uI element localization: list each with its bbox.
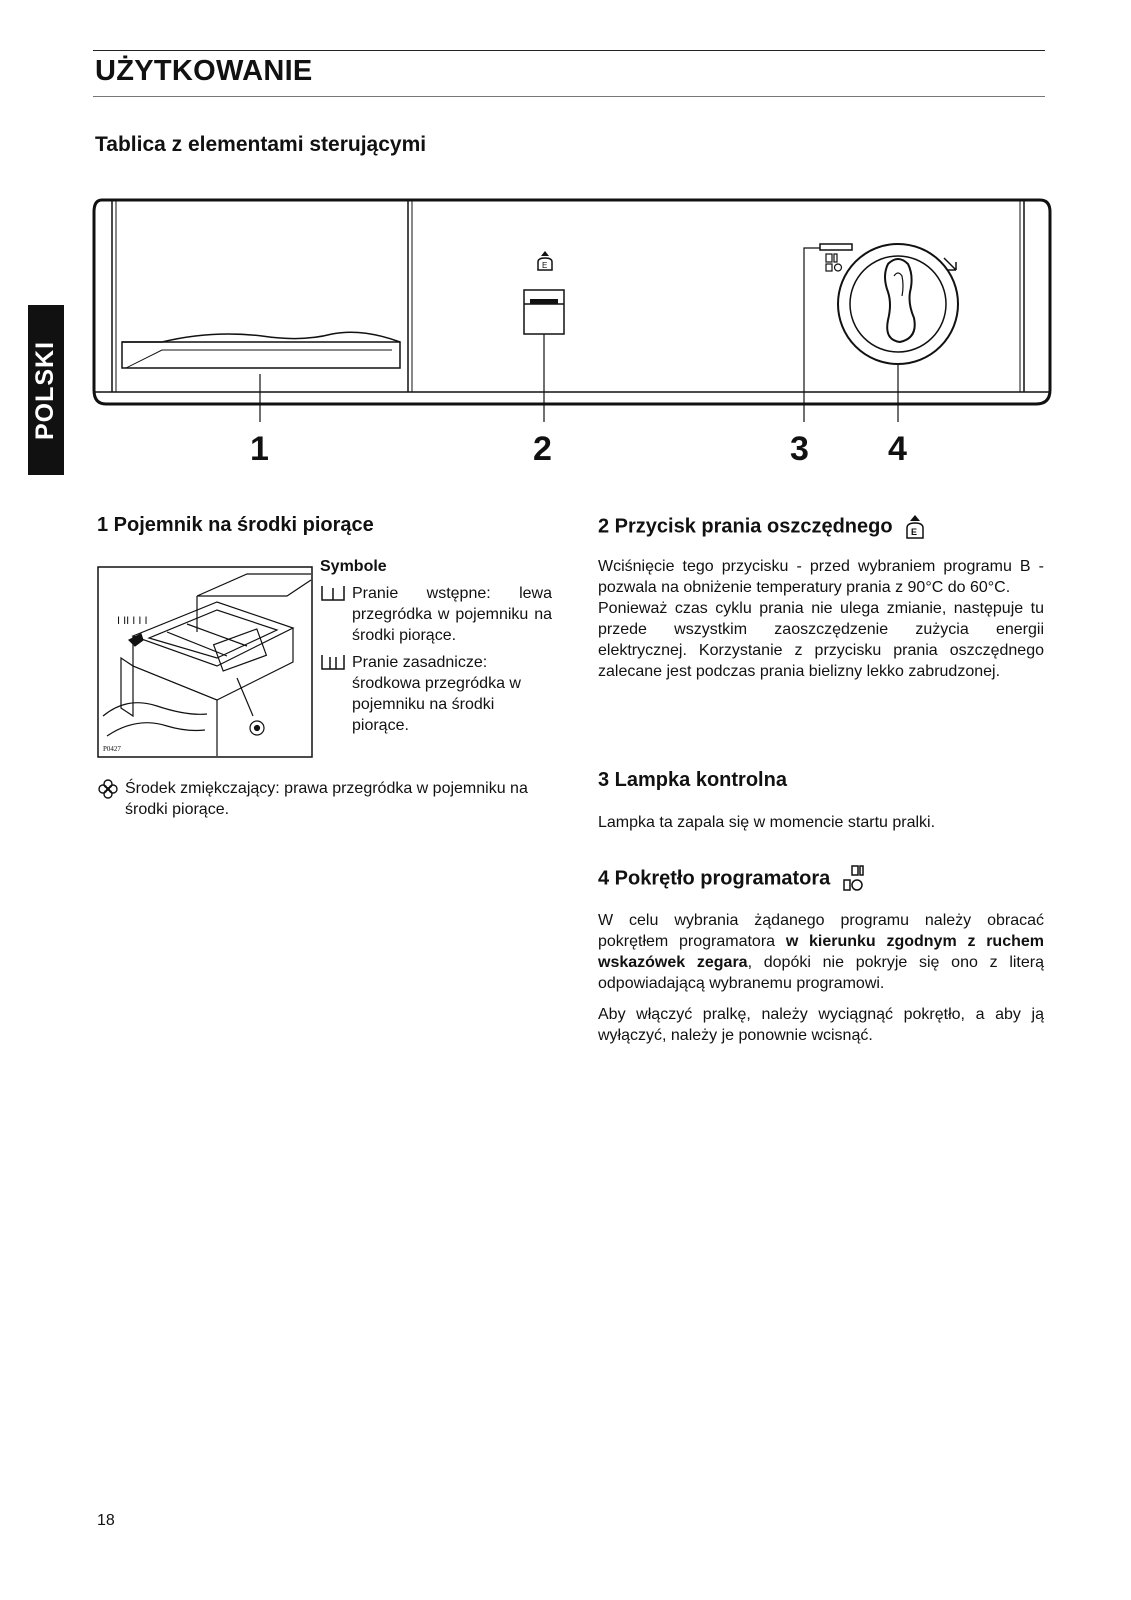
- section2-body: [598, 556, 1044, 682]
- symbol-mainwash-row: [320, 652, 552, 736]
- section1-heading: 1 Pojemnik na środki piorące: [97, 514, 374, 536]
- softener-text: Środek zmiękczający: prawa przegródka w pojemniku na środki piorące.: [125, 780, 528, 818]
- svg-text:E: E: [542, 261, 548, 270]
- symbol-mainwash-text: Pranie zasadnicze: środkowa przegródka w pojemniku na środki piorące.: [352, 654, 521, 734]
- section-subtitle: Tablica z elementami sterującymi: [95, 133, 427, 156]
- symbol-prewash-text: Pranie wstępne: lewa przegródka w pojemniku na środki piorące.: [352, 585, 552, 644]
- section4-heading: 4 Pokrętło programatora: [598, 867, 831, 890]
- language-side-tab: [28, 305, 64, 475]
- page-number: 18: [97, 1512, 115, 1529]
- control-panel-illustration: [92, 192, 1052, 422]
- symbol-prewash-row: [320, 583, 552, 646]
- section4-para1: [598, 910, 1044, 994]
- svg-text:E: E: [911, 527, 918, 537]
- callout-2: 2: [533, 430, 552, 468]
- prewash-compartment-icon: [320, 584, 346, 602]
- page-title: UŻYTKOWANIE: [95, 55, 313, 87]
- section2-para2: Ponieważ czas cyklu prania nie ulega zmianie, następuje tu przede wszystkim zaoszczędzenie zużycia energii elektrycznej. Korzystanie z przycisku prania oszczędnego zalecane jest podczas prania bielizny lekko zabrudzonej.: [598, 600, 1044, 680]
- section3-para: Lampka ta zapala się w momencie startu pralki.: [598, 814, 936, 831]
- section3-heading: 3 Lampka kontrolna: [598, 769, 787, 791]
- section4-body: [598, 910, 1044, 1046]
- section2-para1: Wciśnięcie tego przycisku - przed wybraniem programu B - pozwala na obniżenie temperatury prania z 90°C do 60°C.: [598, 558, 1044, 596]
- header-bottom-rule: [93, 96, 1045, 97]
- section4-heading-row: [598, 864, 1038, 894]
- callout-1: 1: [250, 430, 269, 468]
- detergent-drawer-inset-illustration: [97, 566, 313, 758]
- eco-button-icon: [904, 514, 926, 540]
- inset-code: P0427: [103, 745, 121, 753]
- section4-para2: Aby włączyć pralkę, należy wyciągnąć pokrętło, a aby ją wyłączyć, należy je ponownie wcisnąć.: [598, 1006, 1044, 1044]
- section4-para1-bold: w kierunku zgodnym z ruchem wskazówek zegara: [598, 933, 1044, 971]
- section4-para1-c: , dopóki nie pokryje się ono z literą odpowiadającą wybranemu programowi.: [598, 954, 1045, 992]
- eco-button-shape: [524, 290, 564, 334]
- programmer-dial-icon: [842, 864, 868, 894]
- svg-text:I II I I I: I II I I I: [117, 615, 148, 627]
- mainwash-compartment-icon: [320, 653, 346, 671]
- symbols-heading: Symbole: [320, 558, 387, 575]
- language-side-tab-label: POLSKI: [31, 340, 60, 440]
- softener-row: [97, 778, 552, 820]
- softener-flower-icon: [97, 779, 119, 799]
- section1-symbols: [320, 556, 552, 736]
- header-top-rule: [93, 50, 1045, 51]
- callout-4: 4: [888, 430, 907, 468]
- callout-3: 3: [790, 430, 809, 468]
- section4-para1-a: W celu wybrania żądanego programu należy obracać pokrętłem programatora: [598, 912, 1044, 950]
- section2-heading: 2 Przycisk prania oszczędnego: [598, 515, 893, 538]
- section2-heading-row: [598, 514, 1038, 540]
